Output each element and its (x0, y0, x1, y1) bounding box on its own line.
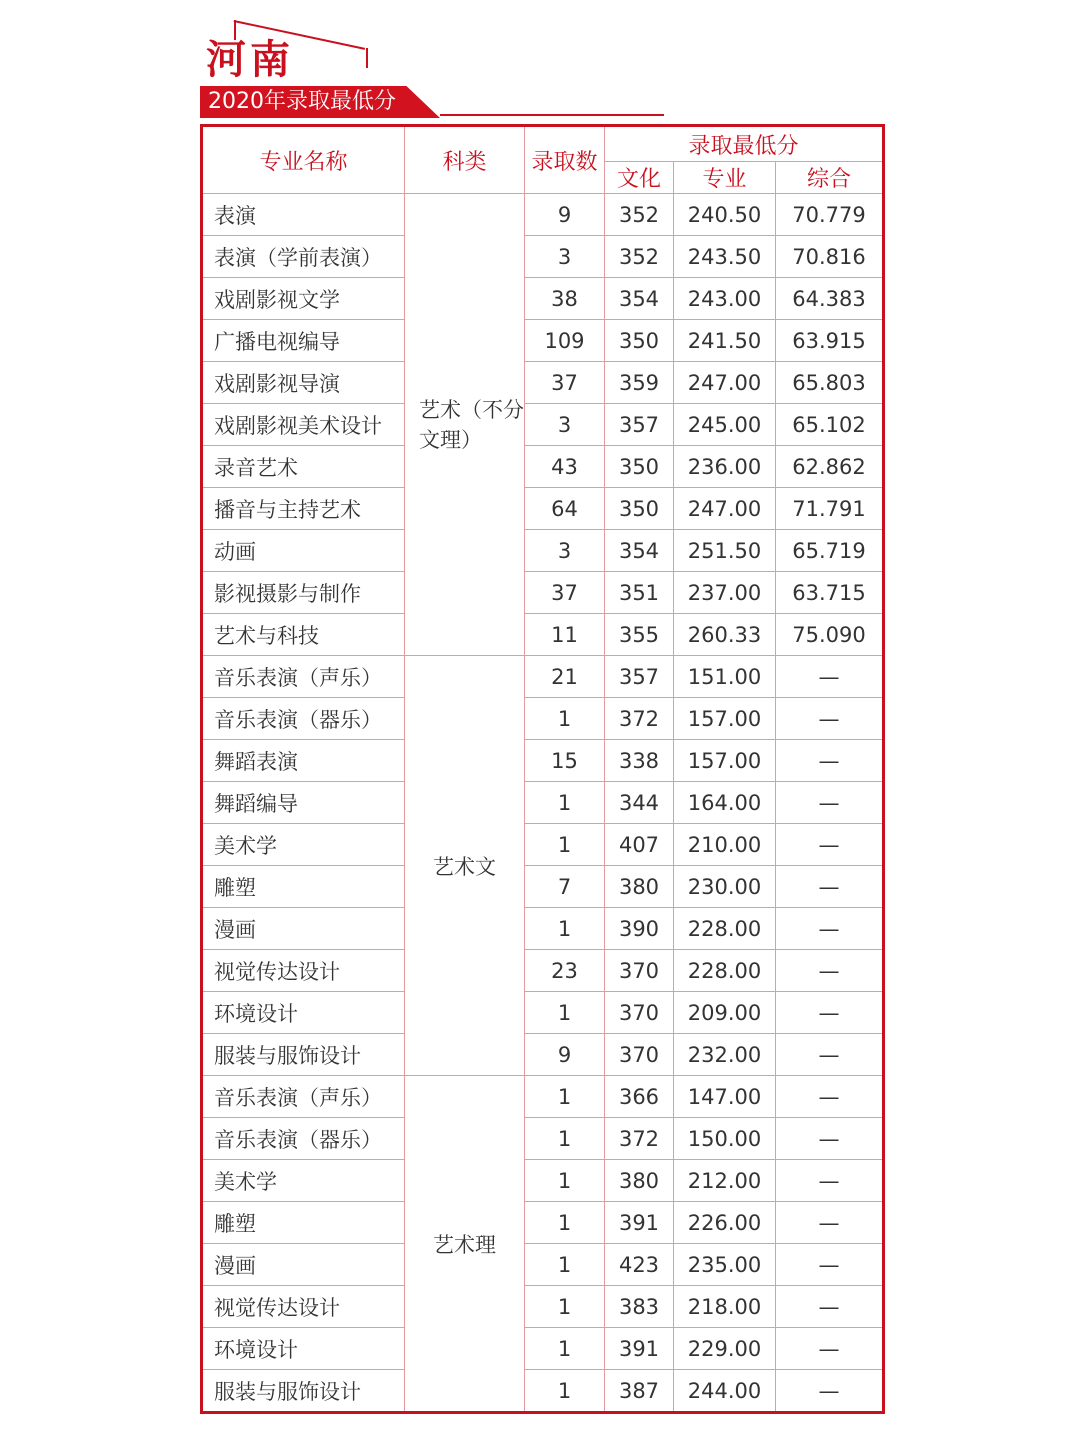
cell-professional: 212.00 (674, 1160, 776, 1202)
cell-professional: 243.00 (674, 278, 776, 320)
table-row (202, 320, 884, 362)
cell-enrolled: 37 (525, 362, 605, 404)
cell-major: 漫画 (202, 1244, 405, 1286)
cell-category: 艺术文 (405, 656, 525, 1076)
table-row (202, 530, 884, 572)
table-row (202, 1328, 884, 1370)
header-min-score: 录取最低分 (605, 126, 884, 162)
table-row (202, 908, 884, 950)
cell-culture: 354 (605, 530, 674, 572)
cell-culture: 355 (605, 614, 674, 656)
table-row (202, 1370, 884, 1413)
cell-culture: 380 (605, 866, 674, 908)
cell-enrolled: 9 (525, 1034, 605, 1076)
cell-major: 舞蹈表演 (202, 740, 405, 782)
cell-enrolled: 15 (525, 740, 605, 782)
table-row (202, 1160, 884, 1202)
cell-professional: 151.00 (674, 656, 776, 698)
cell-major: 视觉传达设计 (202, 1286, 405, 1328)
cell-culture: 370 (605, 950, 674, 992)
cell-culture: 423 (605, 1244, 674, 1286)
cell-enrolled: 43 (525, 446, 605, 488)
cell-enrolled: 1 (525, 1328, 605, 1370)
cell-category: 艺术理 (405, 1076, 525, 1413)
cell-enrolled: 1 (525, 698, 605, 740)
cell-category: 艺术（不分文理） (405, 194, 525, 656)
cell-professional: 243.50 (674, 236, 776, 278)
cell-major: 播音与主持艺术 (202, 488, 405, 530)
cell-composite: — (776, 1034, 884, 1076)
table-row (202, 698, 884, 740)
table-row (202, 236, 884, 278)
cell-culture: 357 (605, 656, 674, 698)
cell-culture: 387 (605, 1370, 674, 1413)
cell-enrolled: 1 (525, 824, 605, 866)
cell-professional: 226.00 (674, 1202, 776, 1244)
cell-composite: 64.383 (776, 278, 884, 320)
cell-professional: 228.00 (674, 950, 776, 992)
cell-major: 雕塑 (202, 866, 405, 908)
cell-composite: — (776, 1118, 884, 1160)
cell-professional: 209.00 (674, 992, 776, 1034)
header-major: 专业名称 (202, 126, 405, 194)
cell-composite: 70.779 (776, 194, 884, 236)
subtitle-rule (440, 114, 664, 116)
cell-professional: 228.00 (674, 908, 776, 950)
table-row (202, 1076, 884, 1118)
cell-professional: 247.00 (674, 488, 776, 530)
cell-major: 影视摄影与制作 (202, 572, 405, 614)
cell-professional: 147.00 (674, 1076, 776, 1118)
cell-professional: 247.00 (674, 362, 776, 404)
cell-culture: 391 (605, 1328, 674, 1370)
table-row (202, 1118, 884, 1160)
table-row (202, 992, 884, 1034)
cell-composite: 62.862 (776, 446, 884, 488)
cell-professional: 229.00 (674, 1328, 776, 1370)
table-row (202, 1244, 884, 1286)
cell-composite: 63.715 (776, 572, 884, 614)
cell-culture: 350 (605, 446, 674, 488)
cell-major: 舞蹈编导 (202, 782, 405, 824)
cell-composite: 71.791 (776, 488, 884, 530)
cell-culture: 351 (605, 572, 674, 614)
cell-professional: 244.00 (674, 1370, 776, 1413)
cell-major: 音乐表演（器乐） (202, 698, 405, 740)
cell-major: 美术学 (202, 824, 405, 866)
cell-composite: 65.102 (776, 404, 884, 446)
table-row (202, 1286, 884, 1328)
cell-culture: 390 (605, 908, 674, 950)
subtitle-text: 2020年录取最低分 (208, 89, 396, 114)
cell-professional: 241.50 (674, 320, 776, 362)
cell-enrolled: 1 (525, 908, 605, 950)
header-enrolled: 录取数 (525, 126, 605, 194)
cell-major: 戏剧影视美术设计 (202, 404, 405, 446)
cell-enrolled: 1 (525, 1118, 605, 1160)
header-deco-right (366, 48, 368, 68)
cell-culture: 407 (605, 824, 674, 866)
cell-professional: 260.33 (674, 614, 776, 656)
table-row (202, 614, 884, 656)
cell-enrolled: 1 (525, 1370, 605, 1413)
cell-professional: 245.00 (674, 404, 776, 446)
cell-culture: 372 (605, 1118, 674, 1160)
cell-professional: 232.00 (674, 1034, 776, 1076)
cell-major: 音乐表演（器乐） (202, 1118, 405, 1160)
cell-major: 视觉传达设计 (202, 950, 405, 992)
cell-professional: 235.00 (674, 1244, 776, 1286)
cell-culture: 352 (605, 194, 674, 236)
cell-major: 戏剧影视导演 (202, 362, 405, 404)
cell-culture: 380 (605, 1160, 674, 1202)
table-row (202, 824, 884, 866)
cell-major: 环境设计 (202, 992, 405, 1034)
cell-culture: 372 (605, 698, 674, 740)
cell-professional: 251.50 (674, 530, 776, 572)
cell-composite: 63.915 (776, 320, 884, 362)
cell-enrolled: 37 (525, 572, 605, 614)
cell-major: 漫画 (202, 908, 405, 950)
cell-composite: — (776, 1328, 884, 1370)
cell-major: 音乐表演（声乐） (202, 1076, 405, 1118)
cell-enrolled: 7 (525, 866, 605, 908)
table-row (202, 446, 884, 488)
cell-composite: — (776, 656, 884, 698)
cell-composite: — (776, 866, 884, 908)
cell-culture: 344 (605, 782, 674, 824)
cell-composite: — (776, 950, 884, 992)
cell-enrolled: 1 (525, 782, 605, 824)
cell-enrolled: 9 (525, 194, 605, 236)
cell-enrolled: 109 (525, 320, 605, 362)
cell-major: 戏剧影视文学 (202, 278, 405, 320)
cell-major: 表演（学前表演） (202, 236, 405, 278)
cell-major: 服装与服饰设计 (202, 1034, 405, 1076)
cell-professional: 236.00 (674, 446, 776, 488)
header-composite: 综合 (776, 162, 884, 194)
table-row (202, 740, 884, 782)
cell-major: 美术学 (202, 1160, 405, 1202)
cell-enrolled: 38 (525, 278, 605, 320)
header-category: 科类 (405, 126, 525, 194)
cell-composite: — (776, 1244, 884, 1286)
cell-composite: — (776, 1202, 884, 1244)
cell-professional: 230.00 (674, 866, 776, 908)
cell-culture: 370 (605, 1034, 674, 1076)
cell-composite: 65.719 (776, 530, 884, 572)
cell-professional: 150.00 (674, 1118, 776, 1160)
cell-major: 雕塑 (202, 1202, 405, 1244)
cell-culture: 383 (605, 1286, 674, 1328)
cell-enrolled: 3 (525, 236, 605, 278)
cell-major: 服装与服饰设计 (202, 1370, 405, 1413)
admission-score-table (200, 124, 885, 1414)
cell-composite: — (776, 824, 884, 866)
cell-professional: 164.00 (674, 782, 776, 824)
table-row (202, 866, 884, 908)
cell-culture: 366 (605, 1076, 674, 1118)
table-row (202, 278, 884, 320)
cell-professional: 240.50 (674, 194, 776, 236)
cell-culture: 352 (605, 236, 674, 278)
cell-major: 表演 (202, 194, 405, 236)
header-culture: 文化 (605, 162, 674, 194)
cell-composite: — (776, 782, 884, 824)
province-title: 河南 (206, 37, 294, 83)
header-professional: 专业 (674, 162, 776, 194)
cell-major: 环境设计 (202, 1328, 405, 1370)
cell-composite: — (776, 1370, 884, 1413)
cell-composite: — (776, 698, 884, 740)
cell-composite: — (776, 1160, 884, 1202)
cell-composite: 65.803 (776, 362, 884, 404)
cell-professional: 237.00 (674, 572, 776, 614)
cell-culture: 359 (605, 362, 674, 404)
table-row (202, 488, 884, 530)
cell-professional: 157.00 (674, 740, 776, 782)
table-row (202, 656, 884, 698)
cell-enrolled: 23 (525, 950, 605, 992)
cell-culture: 370 (605, 992, 674, 1034)
table-body (202, 194, 884, 1413)
table-row (202, 782, 884, 824)
cell-major: 音乐表演（声乐） (202, 656, 405, 698)
table-row (202, 1034, 884, 1076)
cell-enrolled: 3 (525, 530, 605, 572)
cell-composite: — (776, 992, 884, 1034)
cell-culture: 350 (605, 320, 674, 362)
cell-composite: — (776, 1076, 884, 1118)
cell-culture: 357 (605, 404, 674, 446)
cell-composite: 70.816 (776, 236, 884, 278)
cell-professional: 210.00 (674, 824, 776, 866)
table-row (202, 950, 884, 992)
cell-culture: 338 (605, 740, 674, 782)
cell-major: 录音艺术 (202, 446, 405, 488)
table-row (202, 194, 884, 236)
cell-composite: — (776, 1286, 884, 1328)
cell-enrolled: 11 (525, 614, 605, 656)
cell-composite: 75.090 (776, 614, 884, 656)
cell-professional: 157.00 (674, 698, 776, 740)
cell-enrolled: 1 (525, 1076, 605, 1118)
cell-enrolled: 1 (525, 1286, 605, 1328)
cell-enrolled: 1 (525, 1244, 605, 1286)
cell-major: 动画 (202, 530, 405, 572)
cell-enrolled: 21 (525, 656, 605, 698)
cell-culture: 350 (605, 488, 674, 530)
cell-enrolled: 64 (525, 488, 605, 530)
cell-composite: — (776, 908, 884, 950)
cell-composite: — (776, 740, 884, 782)
cell-major: 广播电视编导 (202, 320, 405, 362)
table-row (202, 404, 884, 446)
cell-culture: 391 (605, 1202, 674, 1244)
cell-enrolled: 3 (525, 404, 605, 446)
cell-enrolled: 1 (525, 992, 605, 1034)
table-row (202, 362, 884, 404)
cell-culture: 354 (605, 278, 674, 320)
table-row (202, 1202, 884, 1244)
cell-major: 艺术与科技 (202, 614, 405, 656)
table-row (202, 572, 884, 614)
cell-enrolled: 1 (525, 1202, 605, 1244)
cell-enrolled: 1 (525, 1160, 605, 1202)
cell-professional: 218.00 (674, 1286, 776, 1328)
